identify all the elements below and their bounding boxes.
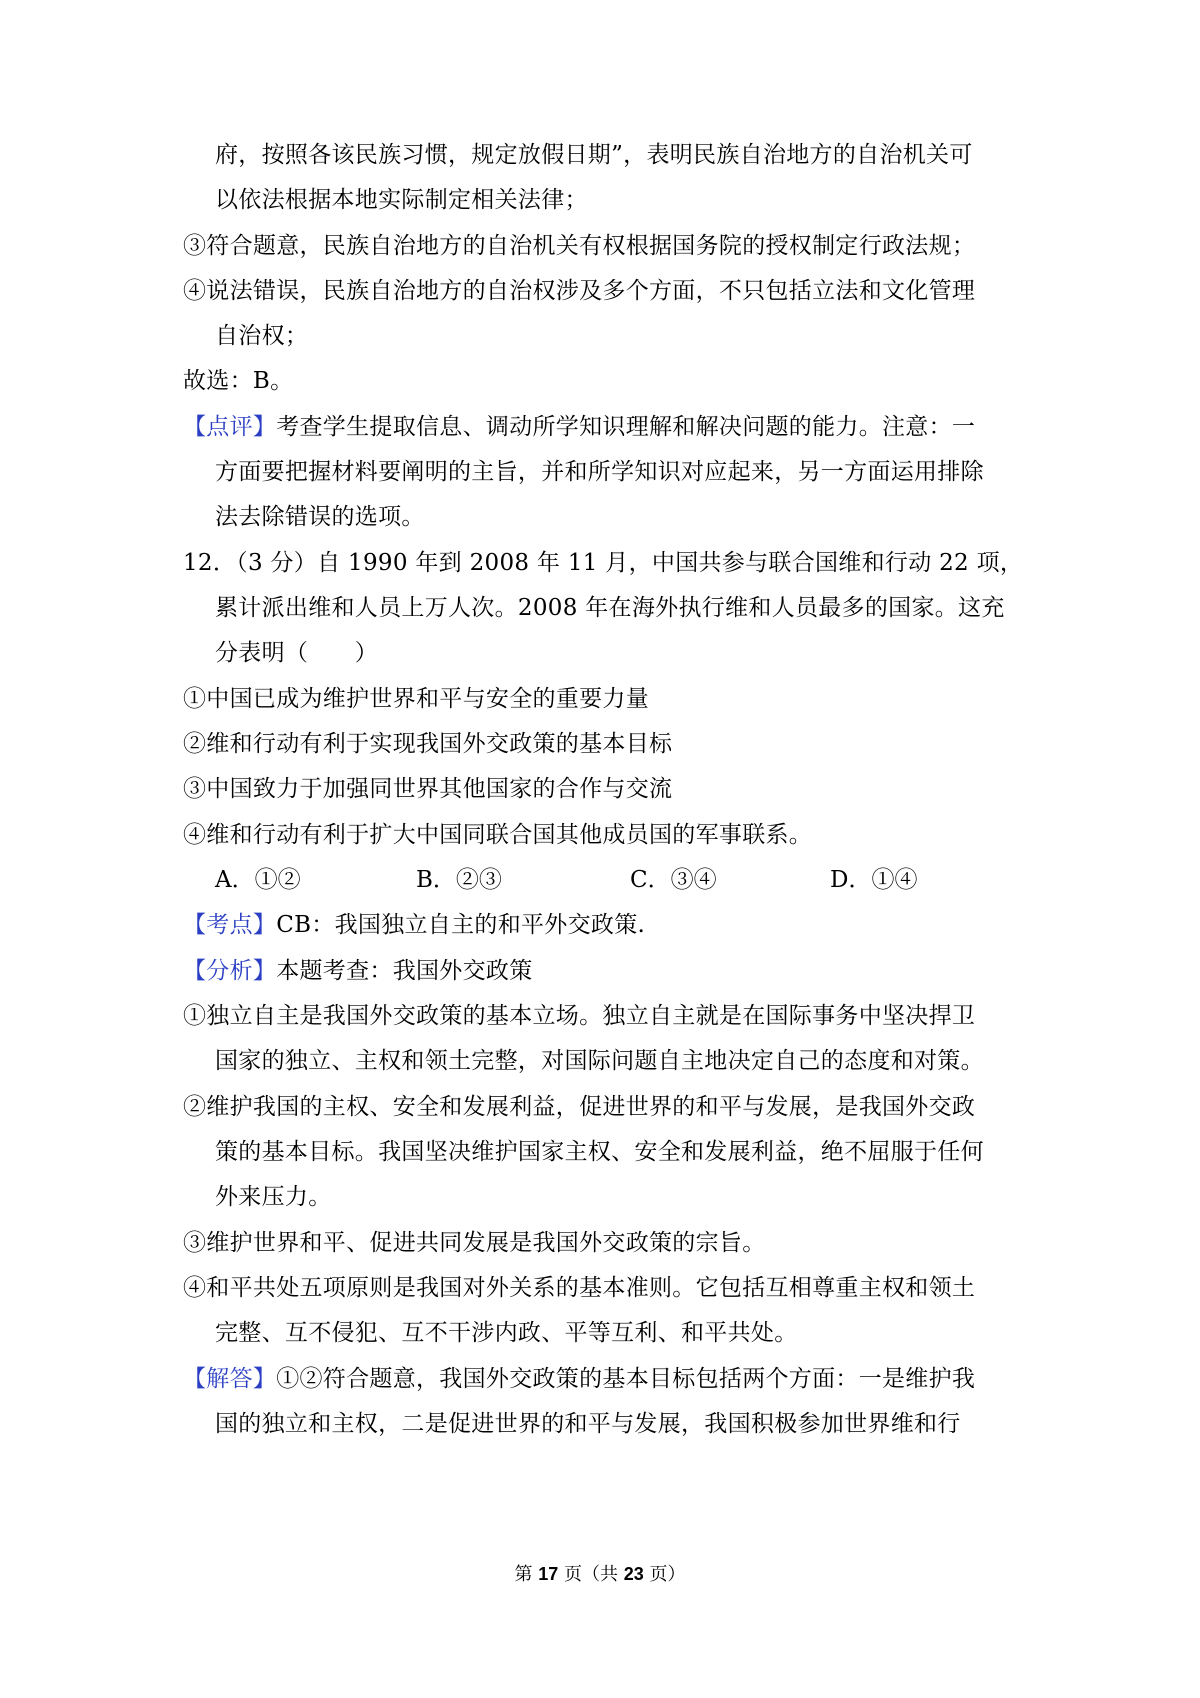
- fenxi-line: [183, 956, 533, 986]
- kaodian-text: CB：我国独立自主的和平外交政策.: [276, 912, 646, 938]
- answer-choice: 故选：B。: [183, 368, 294, 394]
- text-line: ④说法错误，民族自治地方的自治权涉及多个方面，不只包括立法和文化管理: [183, 278, 976, 304]
- kaodian-tag: 【考点】: [183, 912, 277, 938]
- jieda-tag: 【解答】: [183, 1366, 277, 1392]
- analysis-line: 国家的独立、主权和领土完整，对国际问题自主地决定自己的态度和对策。: [215, 1048, 984, 1074]
- option-c: C．③④: [630, 867, 717, 893]
- statement-item: ①中国已成为维护世界和平与安全的重要力量: [183, 686, 649, 712]
- jieda-text: ①②符合题意，我国外交政策的基本目标包括两个方面：一是维护我: [276, 1366, 976, 1392]
- kaodian-line: [183, 910, 645, 940]
- question-stem: 12．（3 分）自 1990 年到 2008 年 11 月，中国共参与联合国维和行动 22 项，: [183, 550, 1024, 576]
- text-line: 府，按照各该民族习惯，规定放假日期”，表明民族自治地方的自治机关可: [215, 142, 973, 168]
- review-text: 考查学生提取信息、调动所学知识理解和解决问题的能力。注意：一: [276, 414, 976, 440]
- statement-item: ③中国致力于加强同世界其他国家的合作与交流: [183, 776, 673, 802]
- text-line: 法去除错误的选项。: [215, 504, 425, 530]
- option-b: B．②③: [416, 867, 502, 893]
- analysis-line: ②维护我国的主权、安全和发展利益，促进世界的和平与发展，是我国外交政: [183, 1094, 976, 1120]
- review-line: [183, 412, 975, 442]
- fenxi-text: 本题考查：我国外交政策: [276, 958, 533, 984]
- footer-post: 页）: [649, 1564, 686, 1585]
- footer-page-number: 17: [538, 1564, 559, 1584]
- text-line: 分表明（ ）: [215, 640, 379, 666]
- statement-item: ②维和行动有利于实现我国外交政策的基本目标: [183, 731, 673, 757]
- statement-item: ④维和行动有利于扩大中国同联合国其他成员国的军事联系。: [183, 822, 813, 848]
- jieda-line: [183, 1364, 975, 1394]
- analysis-line: 策的基本目标。我国坚决维护国家主权、安全和发展利益，绝不屈服于任何: [215, 1139, 984, 1165]
- text-line: 自治权；: [215, 323, 309, 349]
- option-a: A．①②: [215, 867, 301, 893]
- footer-pre: 第: [514, 1564, 533, 1585]
- analysis-line: ①独立自主是我国外交政策的基本立场。独立自主就是在国际事务中坚决捍卫: [183, 1003, 976, 1029]
- analysis-line: ③维护世界和平、促进共同发展是我国外交政策的宗旨。: [183, 1230, 766, 1256]
- text-line: 以依法根据本地实际制定相关法律；: [215, 187, 588, 213]
- text-line: ③符合题意，民族自治地方的自治机关有权根据国务院的授权制定行政法规；: [183, 233, 976, 259]
- text-line: 方面要把握材料要阐明的主旨，并和所学知识对应起来，另一方面运用排除: [215, 459, 984, 485]
- text-line: 累计派出维和人员上万人次。2008 年在海外执行维和人员最多的国家。这充: [215, 595, 1005, 621]
- analysis-line: 外来压力。: [215, 1184, 332, 1210]
- footer-total-pages: 23: [623, 1564, 644, 1584]
- fenxi-tag: 【分析】: [183, 958, 277, 984]
- option-d: D．①④: [830, 867, 918, 893]
- analysis-line: 完整、互不侵犯、互不干涉内政、平等互利、和平共处。: [215, 1320, 798, 1346]
- page-footer: [0, 1562, 1200, 1587]
- footer-mid: 页（共: [564, 1564, 618, 1585]
- analysis-line: ④和平共处五项原则是我国对外关系的基本准则。它包括互相尊重主权和领土: [183, 1275, 976, 1301]
- text-line: 国的独立和主权，二是促进世界的和平与发展，我国积极参加世界维和行: [215, 1411, 961, 1437]
- review-tag: 【点评】: [183, 414, 277, 440]
